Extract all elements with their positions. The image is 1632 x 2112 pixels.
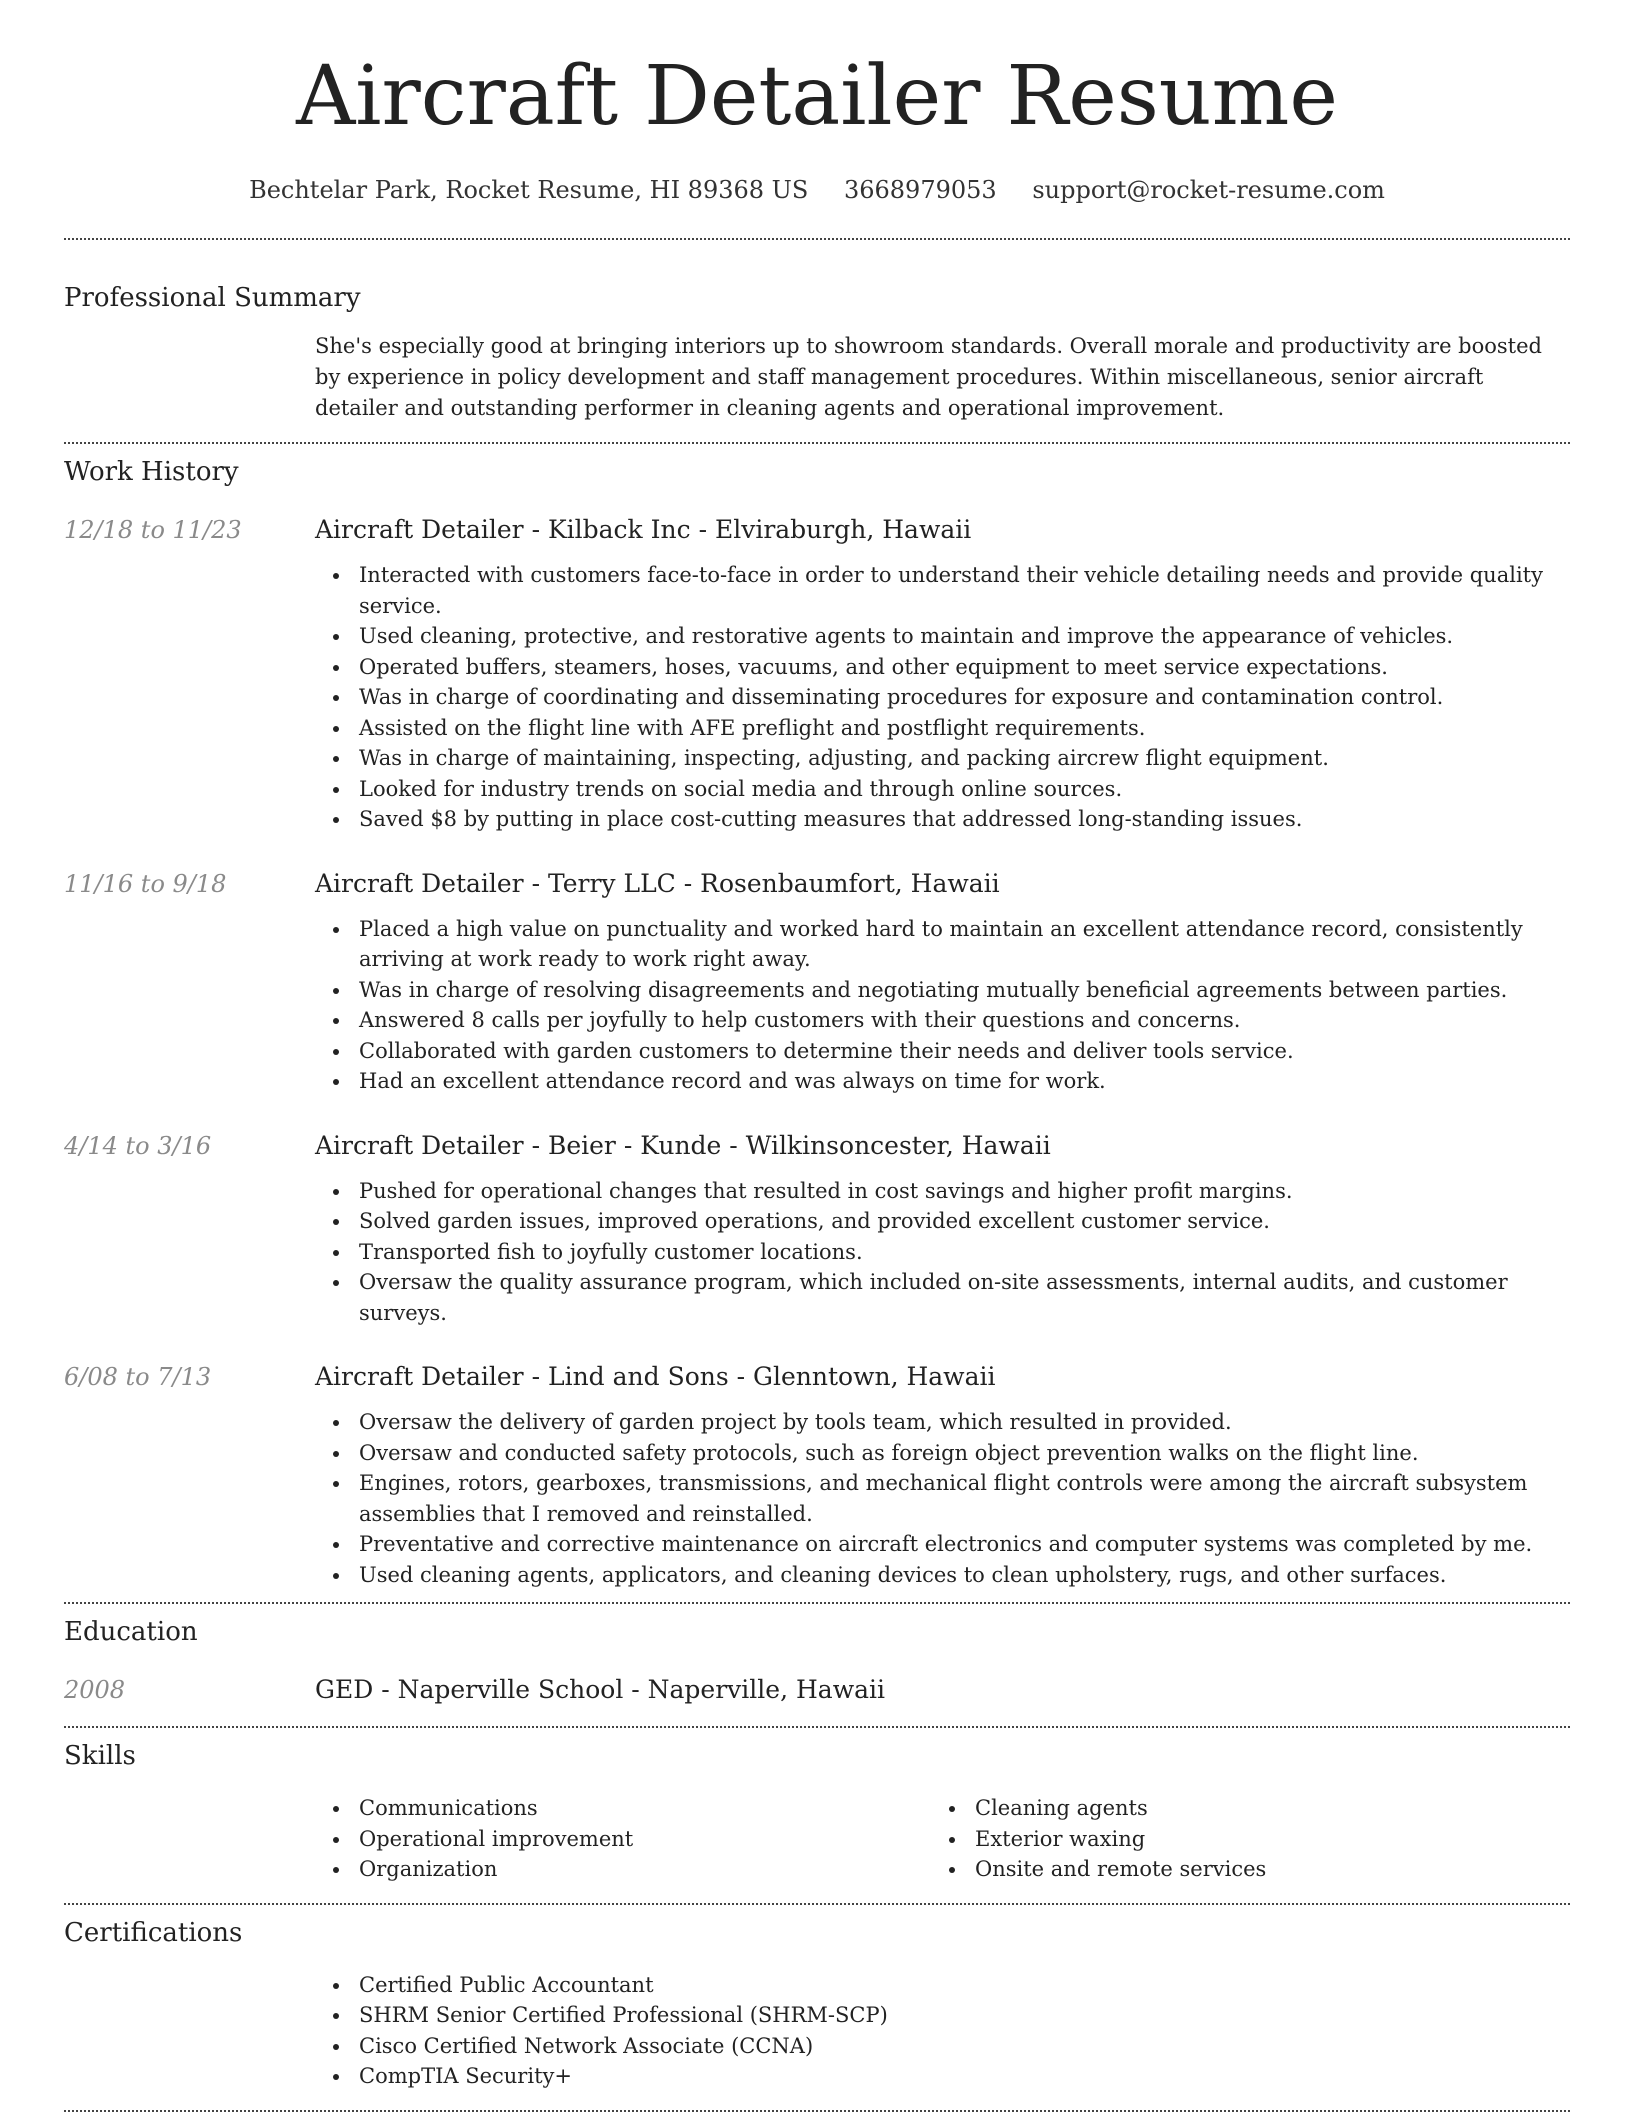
certification-item: Certified Public Accountant bbox=[359, 1970, 1570, 2001]
job-entry bbox=[64, 1129, 1570, 1329]
resume-page bbox=[64, 0, 1570, 2112]
contact-line bbox=[64, 174, 1570, 206]
certification-item: Cisco Certified Network Associate (CCNA) bbox=[359, 2031, 1570, 2062]
skill-item: Onsite and remote services bbox=[975, 1854, 1545, 1885]
skills-column-1 bbox=[359, 1793, 929, 1885]
job-bullet: Used cleaning, protective, and restorative agents to maintain and improve the appearance of vehicles. bbox=[359, 621, 1570, 652]
job-dates: 6/08 to 7/13 bbox=[64, 1363, 212, 1391]
job-dates: 11/16 to 9/18 bbox=[64, 869, 227, 898]
job-title: Aircraft Detailer - Terry LLC - Rosenbaumfort, Hawaii bbox=[315, 868, 1000, 898]
divider bbox=[64, 2110, 1570, 2112]
job-bullet: Oversaw the delivery of garden project by tools team, which resulted in provided. bbox=[359, 1407, 1570, 1438]
job-bullet: Pushed for operational changes that resulted in cost savings and higher profit margins. bbox=[359, 1176, 1570, 1207]
job-bullet: Had an excellent attendance record and was always on time for work. bbox=[359, 1066, 1570, 1097]
job-bullet: Answered 8 calls per joyfully to help customers with their questions and concerns. bbox=[359, 1005, 1570, 1036]
job-bullet: Was in charge of resolving disagreements and negotiating mutually beneficial agreements between parties. bbox=[359, 975, 1570, 1006]
job-bullets bbox=[359, 914, 1570, 1097]
certification-item: CompTIA Security+ bbox=[359, 2061, 1570, 2092]
job-entry bbox=[64, 867, 1570, 1097]
divider bbox=[64, 1726, 1570, 1728]
job-title: Aircraft Detailer - Kilback Inc - Elviraburgh, Hawaii bbox=[315, 515, 972, 544]
skill-item: Operational improvement bbox=[359, 1824, 929, 1855]
skills-list bbox=[64, 1793, 1570, 1885]
skills-column-2 bbox=[975, 1793, 1545, 1885]
skill-item: Exterior waxing bbox=[975, 1824, 1545, 1855]
job-title: Aircraft Detailer - Beier - Kunde - Wilkinsoncester, Hawaii bbox=[315, 1130, 1051, 1160]
job-bullet: Saved $8 by putting in place cost-cutting measures that addressed long-standing issues. bbox=[359, 804, 1570, 835]
job-bullet: Preventative and corrective maintenance on aircraft electronics and computer systems was completed by me. bbox=[359, 1529, 1570, 1560]
divider bbox=[64, 1602, 1570, 1604]
skill-item: Cleaning agents bbox=[975, 1793, 1545, 1824]
contact-address: Bechtelar Park, Rocket Resume, HI 89368 US bbox=[249, 176, 809, 204]
job-bullet: Placed a high value on punctuality and worked hard to maintain an excellent attendance record, consistently arriving at work ready to work right away. bbox=[359, 914, 1570, 975]
contact-email: support@rocket-resume.com bbox=[1032, 176, 1385, 204]
job-bullet: Interacted with customers face-to-face in order to understand their vehicle detailing needs and provide quality service. bbox=[359, 560, 1570, 621]
summary-text: She's especially good at bringing interiors up to showroom standards. Overall morale and productivity are boosted by experience in policy development and staff management procedures. Within miscellaneous, senior aircraft detailer and outstanding performer in cleaning agents and operational improvement. bbox=[315, 334, 1542, 420]
certifications-heading: Certifications bbox=[64, 1917, 243, 1948]
job-bullet: Transported fish to joyfully customer locations. bbox=[359, 1237, 1570, 1268]
job-bullet: Used cleaning agents, applicators, and cleaning devices to clean upholstery, rugs, and other surfaces. bbox=[359, 1560, 1570, 1591]
education-heading: Education bbox=[64, 1617, 198, 1647]
job-bullet: Operated buffers, steamers, hoses, vacuums, and other equipment to meet service expectations. bbox=[359, 652, 1570, 683]
job-bullet: Oversaw and conducted safety protocols, such as foreign object prevention walks on the flight line. bbox=[359, 1438, 1570, 1469]
job-entry bbox=[64, 1360, 1570, 1590]
resume-title: Aircraft Detailer Resume bbox=[296, 49, 1338, 144]
job-bullets bbox=[359, 1176, 1570, 1329]
divider bbox=[64, 1903, 1570, 1905]
job-title: Aircraft Detailer - Lind and Sons - Glenntown, Hawaii bbox=[315, 1362, 996, 1391]
education-title: GED - Naperville School - Naperville, Hawaii bbox=[315, 1675, 885, 1704]
job-dates: 12/18 to 11/23 bbox=[64, 516, 242, 544]
job-dates: 4/14 to 3/16 bbox=[64, 1131, 212, 1160]
education-entry bbox=[64, 1673, 1570, 1707]
divider bbox=[64, 442, 1570, 444]
job-bullet: Looked for industry trends on social media and through online sources. bbox=[359, 774, 1570, 805]
job-bullet: Engines, rotors, gearboxes, transmissions, and mechanical flight controls were among the aircraft subsystem assemblies that I removed and reinstalled. bbox=[359, 1468, 1570, 1529]
job-bullets bbox=[359, 1407, 1570, 1590]
job-bullet: Collaborated with garden customers to determine their needs and deliver tools service. bbox=[359, 1036, 1570, 1067]
certifications-list bbox=[359, 1970, 1570, 2092]
work-history-heading: Work History bbox=[64, 457, 239, 487]
job-bullets bbox=[359, 560, 1570, 835]
skill-item: Organization bbox=[359, 1854, 929, 1885]
skill-item: Communications bbox=[359, 1793, 929, 1824]
job-bullet: Was in charge of coordinating and disseminating procedures for exposure and contamination control. bbox=[359, 682, 1570, 713]
contact-phone: 3668979053 bbox=[843, 176, 997, 204]
job-bullet: Oversaw the quality assurance program, which included on-site assessments, internal audits, and customer surveys. bbox=[359, 1267, 1570, 1328]
job-bullet: Assisted on the flight line with AFE preflight and postflight requirements. bbox=[359, 713, 1570, 744]
summary-heading: Professional Summary bbox=[64, 283, 361, 313]
job-bullet: Solved garden issues, improved operations, and provided excellent customer service. bbox=[359, 1206, 1570, 1237]
divider bbox=[64, 238, 1570, 240]
job-entry bbox=[64, 513, 1570, 835]
skills-heading: Skills bbox=[64, 1741, 136, 1771]
education-year: 2008 bbox=[64, 1676, 126, 1704]
certification-item: SHRM Senior Certified Professional (SHRM-SCP) bbox=[359, 2000, 1570, 2031]
job-bullet: Was in charge of maintaining, inspecting, adjusting, and packing aircrew flight equipment. bbox=[359, 743, 1570, 774]
